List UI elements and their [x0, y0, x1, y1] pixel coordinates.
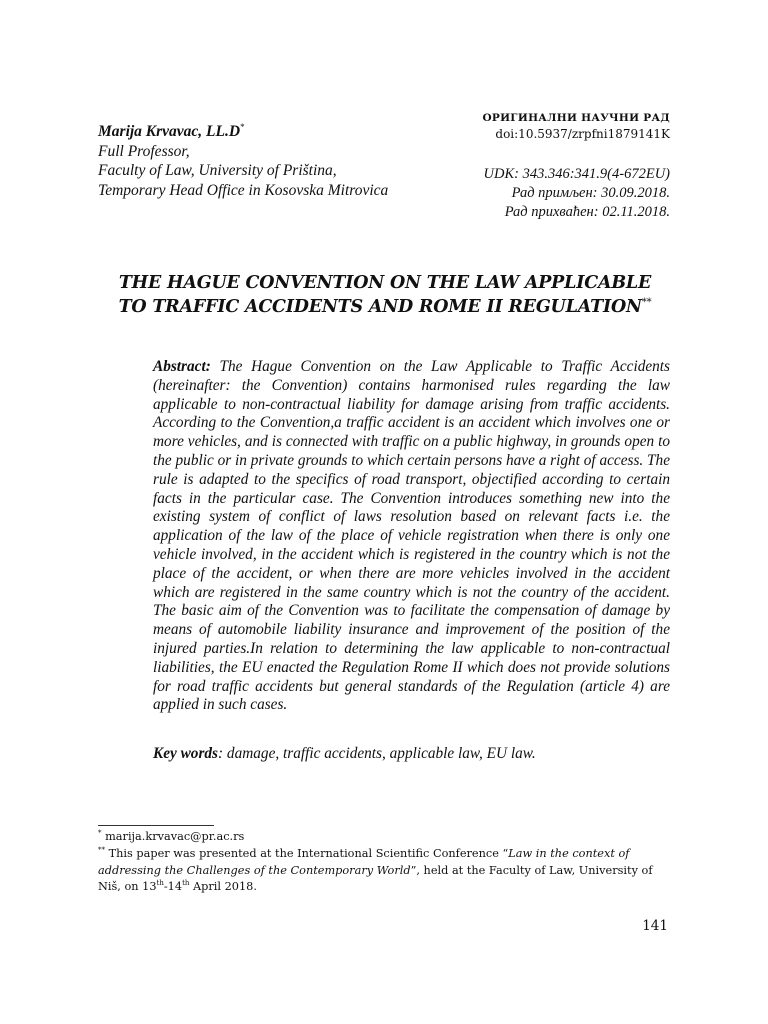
keywords — [153, 744, 670, 763]
footnote-1 — [98, 829, 672, 846]
keywords-text: : damage, traffic accidents, applicable law, EU law. — [218, 745, 536, 762]
doi: doi:10.5937/zrpfni1879141K — [495, 127, 670, 141]
author-footnote-mark: * — [240, 121, 245, 132]
footnote-2-text-c: -14 — [163, 880, 183, 894]
footnote-2 — [98, 846, 672, 896]
footnote-2-conference-title: Law in the context of addressing the Challenges of the Contemporary World — [98, 846, 630, 877]
abstract — [153, 358, 670, 715]
udk: UDK: 343.346:341.9(4-672EU) — [483, 166, 670, 182]
title-line-2-wrap — [100, 295, 670, 319]
page-number: 141 — [642, 918, 668, 934]
author-block — [98, 122, 458, 200]
footnote-2-sup-1: th — [156, 879, 164, 888]
footnote-1-email: marija.krvavac@pr.ac.rs — [101, 830, 245, 843]
paper-meta — [410, 110, 670, 222]
footnote-divider — [98, 825, 214, 826]
accepted-date: Рад прихваћен: 02.11.2018. — [504, 204, 670, 220]
abstract-text: The Hague Convention on the Law Applicable to Traffic Accidents (hereinafter: the Convention) contains harmonised rules regarding the law applicable to non-contractual liability for damage arising from traffic accidents. According to the Convention,a traffic accident is an accident which involves one or more vehicles, and is connected with traffic on a public highway, in grounds open to the public or in private grounds to which certain persons have a right of access. The rule is adapted to the specifics of road transport, objectified according to certain facts in the particular case. The Convention introduces something new into the existing system of conflict of laws resolution based on relevant facts i.e. the application of the law of the place of vehicle registration when there is only one vehicle involved, in the accident which is registered in the country which is not the place of the accident, or when there are more vehicles involved in the accident which are registered in the same country which is not the country of the accident. The basic aim of the Convention was to facilitate the compensation of damage by means of automobile liability insurance and improvement of the position of the injured parties.In relation to determining the law applicable to non-contractual liabilities, the EU enacted the Regulation Rome II which does not provide solutions for road traffic accidents but general standards of the Regulation (article 4) are applied in such cases. — [153, 358, 670, 714]
author-faculty: Faculty of Law, University of Priština, — [98, 162, 337, 179]
author-name: Marija Krvavac, LL.D — [98, 123, 241, 140]
keywords-label: Key words — [153, 745, 219, 762]
title-footnote-mark: ** — [641, 297, 652, 309]
author-office: Temporary Head Office in Kosovska Mitrovica — [98, 181, 389, 199]
footnote-2-text-d: April 2018. — [189, 880, 257, 894]
footnote-2-text-b: ”, held at the Faculty of Law, University of Niš, on 13 — [98, 863, 653, 894]
footnote-2-mark: ** — [98, 846, 105, 855]
received-date: Рад примљен: 30.09.2018. — [511, 185, 670, 201]
paper-type: ОРИГИНАЛНИ НАУЧНИ РАД — [482, 112, 670, 124]
title-line-1: THE HAGUE CONVENTION ON THE LAW APPLICABLE — [118, 273, 652, 293]
footnote-1-mark: * — [98, 829, 102, 838]
abstract-label: Abstract: — [153, 358, 211, 375]
title-line-2: TO TRAFFIC ACCIDENTS AND ROME II REGULATION — [118, 297, 642, 317]
paper-title — [100, 271, 670, 319]
author-name-line — [98, 122, 458, 142]
author-position: Full Professor, — [98, 142, 190, 160]
footnote-2-text-a: This paper was presented at the International Scientific Conference “ — [105, 846, 509, 860]
footnotes — [98, 829, 672, 896]
footnote-2-sup-2: th — [182, 879, 190, 888]
